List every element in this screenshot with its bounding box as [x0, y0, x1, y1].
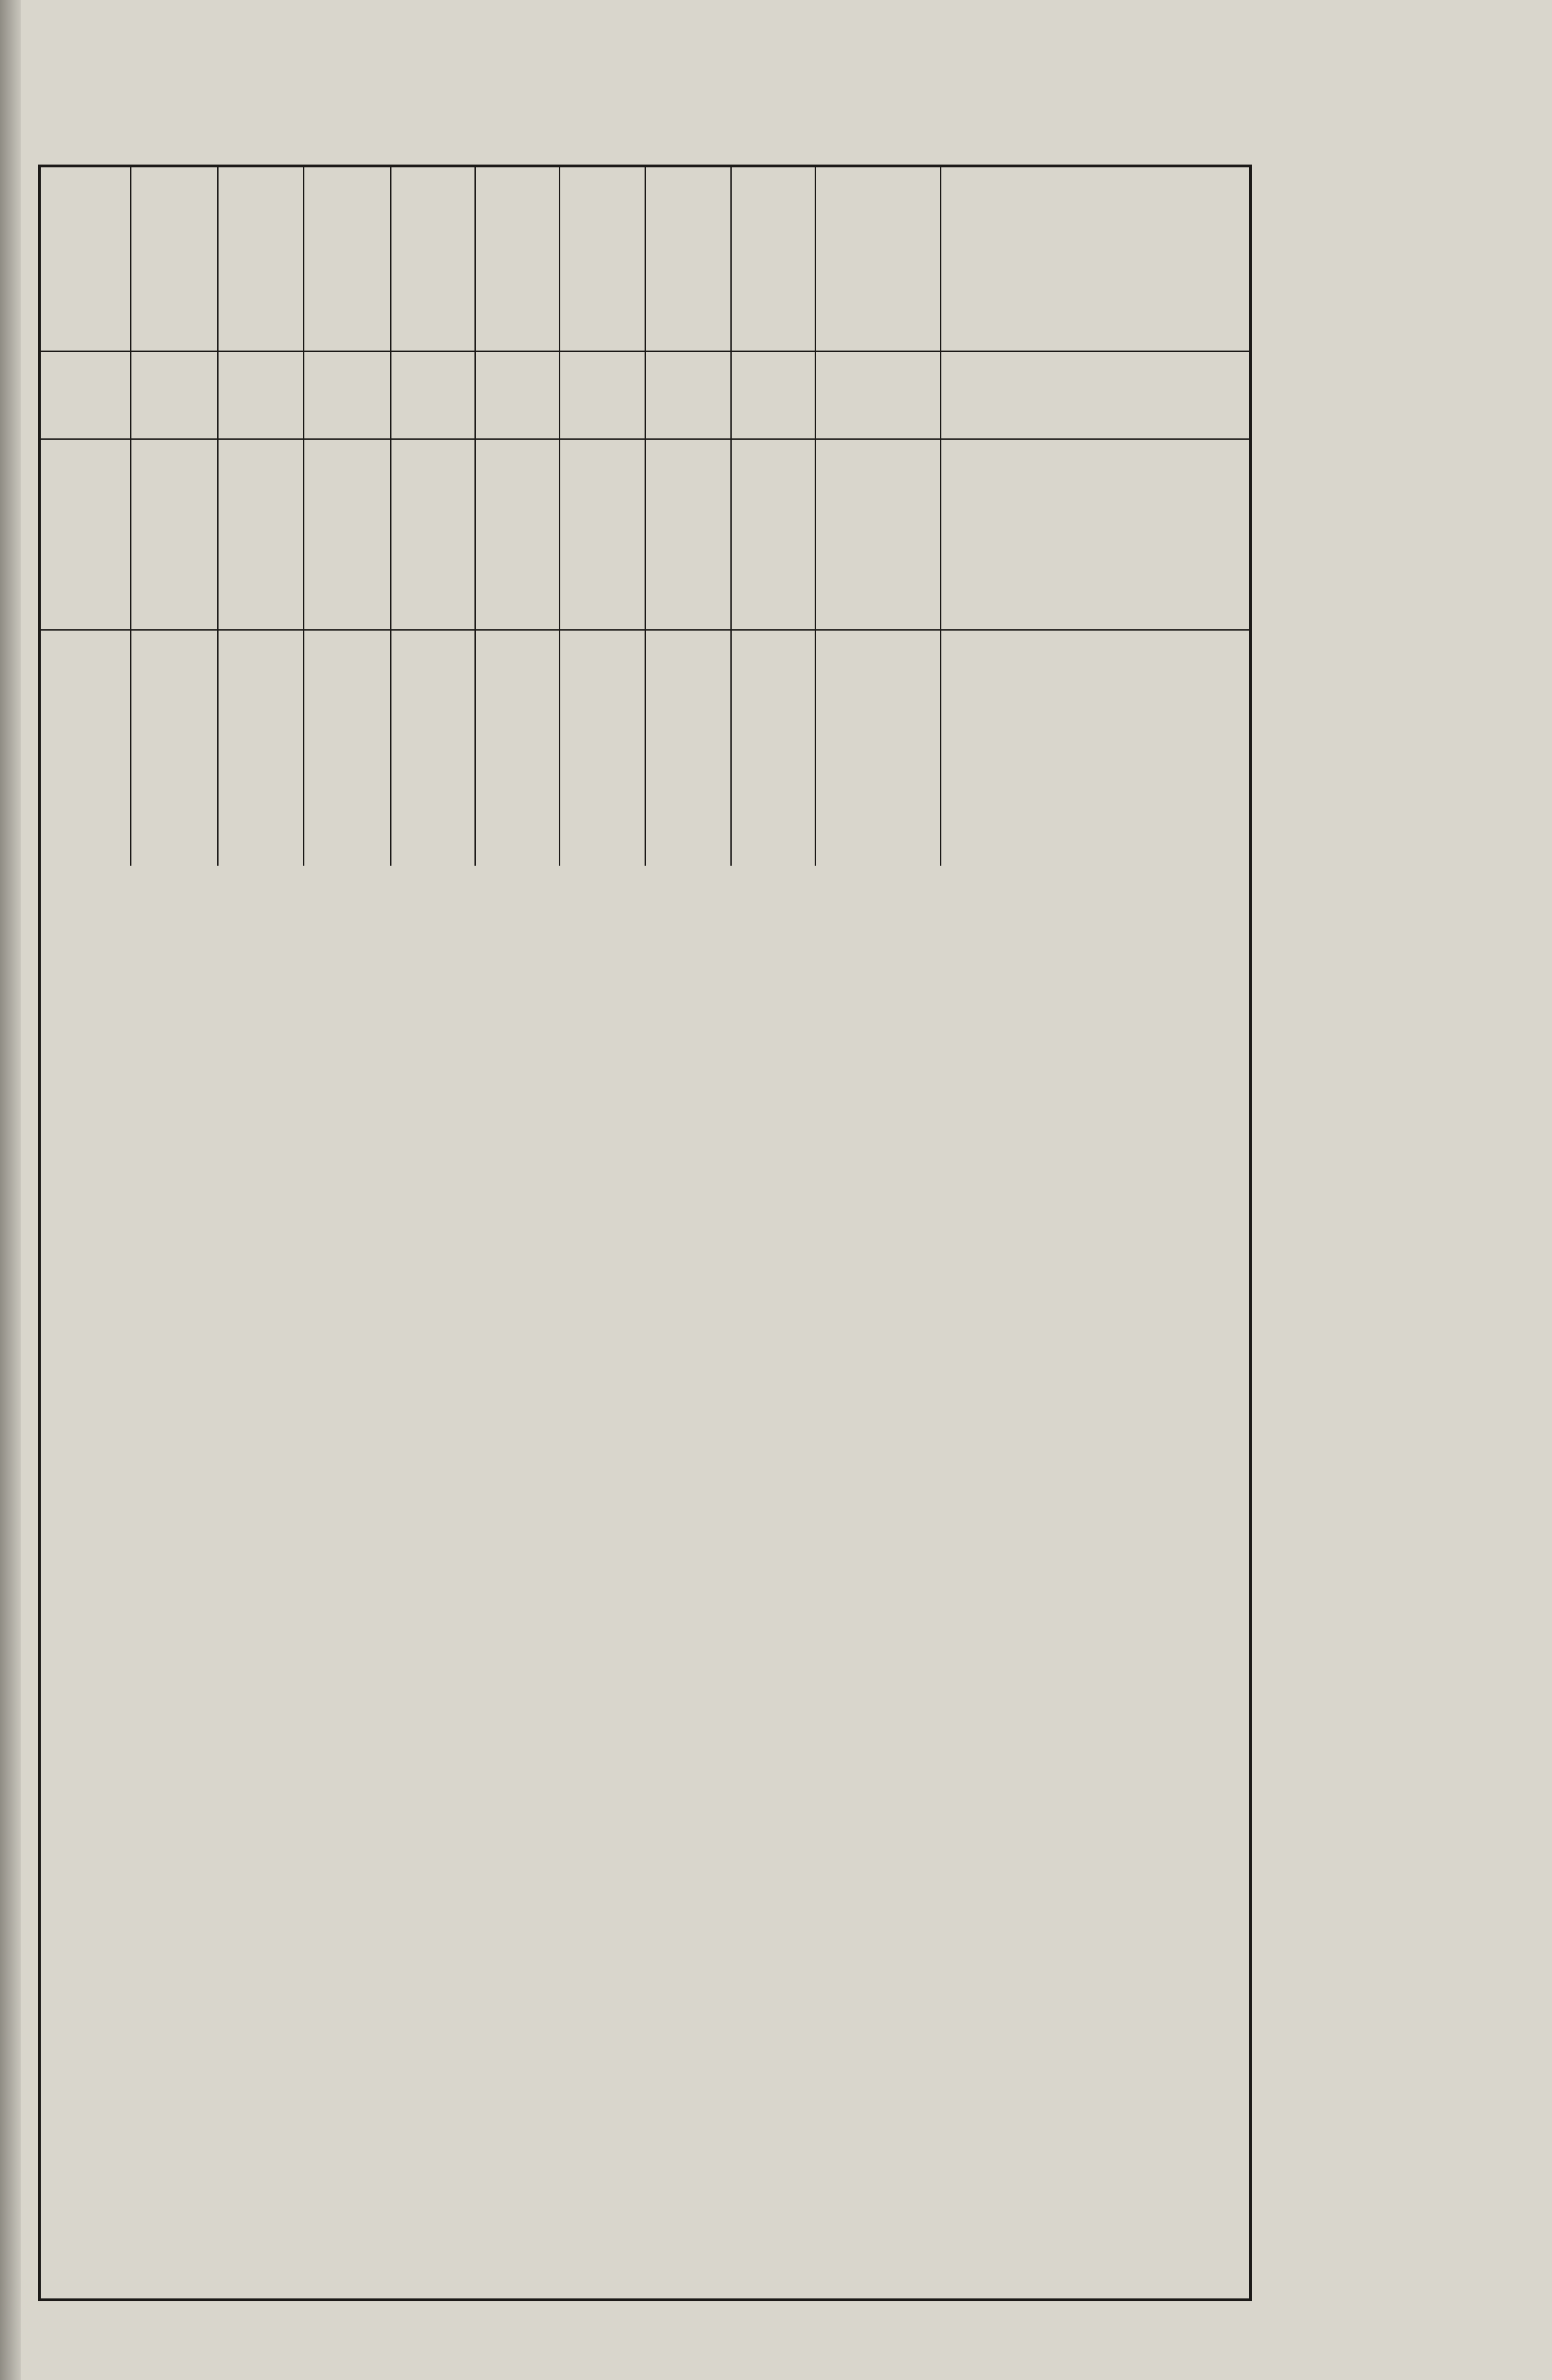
table-row-unit	[41, 629, 1249, 866]
name-cell	[41, 167, 131, 351]
unit-cell	[131, 631, 218, 866]
name-cell	[131, 167, 218, 351]
table-row-rank	[41, 438, 1249, 631]
rank-cell	[131, 440, 218, 631]
name-cell	[815, 167, 941, 351]
rank-cell	[304, 440, 391, 631]
rank-cell	[560, 440, 645, 631]
book-spine-shadow	[0, 0, 21, 2380]
unit-cell	[560, 631, 645, 866]
transfer-request-table	[38, 165, 1252, 2301]
rank-cell	[645, 440, 731, 631]
sex-cell	[218, 352, 304, 440]
sex-cell	[645, 352, 731, 440]
name-cell	[560, 167, 645, 351]
sex-cell	[475, 352, 560, 440]
sex-cell	[391, 352, 475, 440]
rank-cell	[218, 440, 304, 631]
unit-cell	[218, 631, 304, 866]
table-row-sex	[41, 351, 1249, 440]
header-sex	[941, 352, 1249, 440]
rank-cell	[41, 440, 131, 631]
unit-cell	[304, 631, 391, 866]
rank-cell	[475, 440, 560, 631]
name-cell	[645, 167, 731, 351]
unit-cell	[391, 631, 475, 866]
table-row-name	[41, 167, 1249, 351]
sex-cell	[815, 352, 941, 440]
name-cell	[731, 167, 815, 351]
sex-cell	[131, 352, 218, 440]
sex-cell	[731, 352, 815, 440]
sex-cell	[560, 352, 645, 440]
sex-cell	[41, 352, 131, 440]
sex-cell	[304, 352, 391, 440]
unit-cell	[731, 631, 815, 866]
header-name	[941, 167, 1249, 351]
column-divider	[940, 631, 941, 866]
header-rank	[941, 440, 1249, 631]
rank-cell	[731, 440, 815, 631]
unit-cell	[41, 631, 131, 866]
unit-cell	[475, 631, 560, 866]
unit-cell	[645, 631, 731, 866]
name-cell	[304, 167, 391, 351]
name-cell	[218, 167, 304, 351]
rank-cell	[391, 440, 475, 631]
name-cell	[475, 167, 560, 351]
rank-cell	[815, 440, 941, 631]
name-cell	[391, 167, 475, 351]
